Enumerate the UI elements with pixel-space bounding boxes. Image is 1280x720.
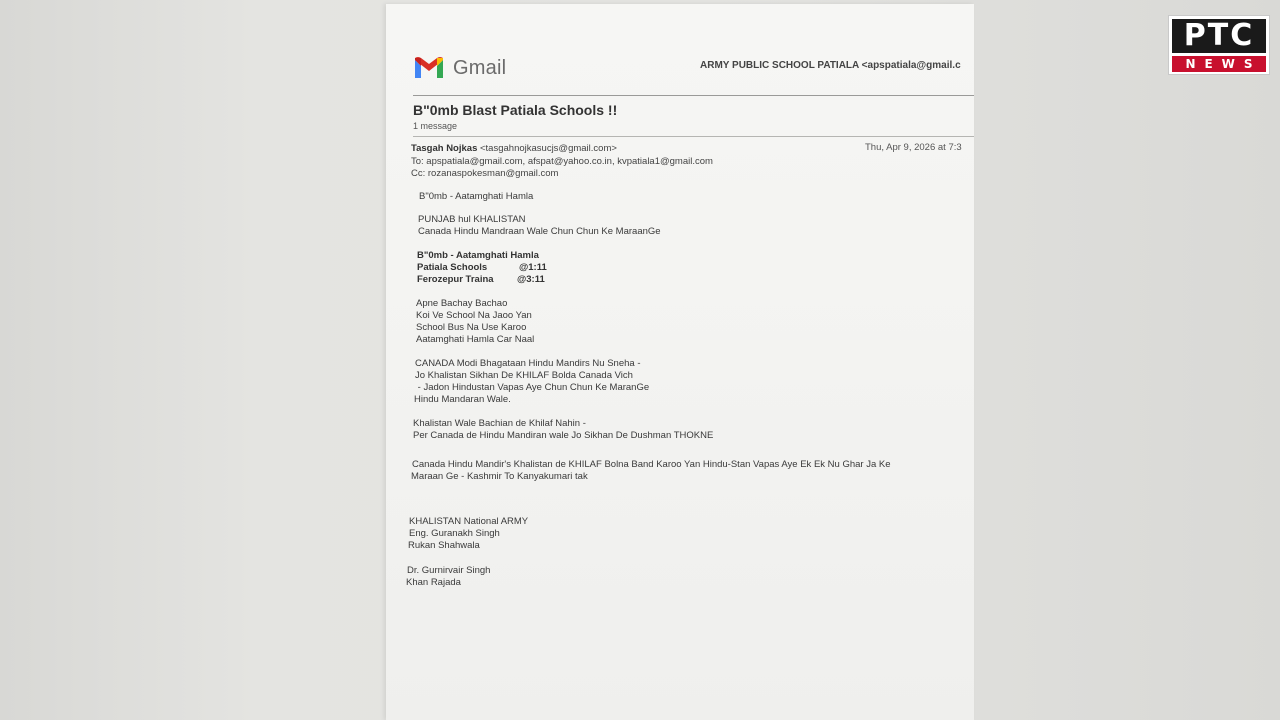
body-line: Koi Ve School Na Jaoo Yan (416, 310, 532, 321)
signature-line: Eng. Guranakh Singh (409, 528, 500, 539)
body-line: - Jadon Hindustan Vapas Aye Chun Chun Ke MaranGe (415, 382, 650, 393)
sender-name: Tasgah Nojkas (411, 143, 478, 154)
body-line: PUNJAB hul KHALISTAN (418, 214, 526, 225)
body-line: Jo Khalistan Sikhan De KHILAF Bolda Canada Vich (415, 370, 633, 381)
email-header (411, 143, 713, 181)
body-line: Canada Hindu Mandraan Wale Chun Chun Ke MaraanGe (418, 226, 661, 237)
body-time: @1:11 (519, 262, 547, 273)
subject-divider (413, 136, 974, 137)
email-subject: B"0mb Blast Patiala Schools !! (413, 102, 618, 118)
news-logo-text: NEWS (1172, 56, 1266, 72)
body-line: Hindu Mandaran Wale. (414, 394, 511, 405)
body-line-bold: Patiala Schools (417, 262, 488, 273)
body-line-bold: Ferozepur Traina (417, 274, 494, 285)
header-divider (413, 95, 974, 96)
signature-line: Khan Rajada (406, 577, 461, 588)
body-line: CANADA Modi Bhagataan Hindu Mandirs Nu Sneha - (415, 358, 641, 369)
ptc-logo-text: PTC (1172, 19, 1266, 53)
email-date: Thu, Apr 9, 2026 at 7:3 (865, 142, 962, 153)
body-time: @3:11 (517, 274, 545, 285)
body-line: Apne Bachay Bachao (416, 298, 508, 309)
body-line: School Bus Na Use Karoo (416, 322, 527, 333)
body-line-bold: B"0mb - Aatamghati Hamla (417, 250, 539, 261)
body-line: Khalistan Wale Bachian de Khilaf Nahin - (413, 418, 586, 429)
body-line: Aatamghati Hamla Car Naal (416, 334, 535, 345)
signature-line: Rukan Shahwala (408, 540, 480, 551)
body-line: B"0mb - Aatamghati Hamla (419, 191, 534, 202)
body-line: Canada Hindu Mandir's Khalistan de KHILAF Bolna Band Karoo Yan Hindu-Stan Vapas Aye Ek Ek Nu Ghar Ja Ke (412, 459, 891, 470)
account-name: ARMY PUBLIC SCHOOL PATIALA <apspatiala@gmail.c (700, 60, 961, 71)
ptc-news-logo (1168, 15, 1270, 75)
body-line: Maraan Ge - Kashmir To Kanyakumari tak (411, 471, 588, 482)
message-count: 1 message (413, 121, 458, 131)
body-line: Per Canada de Hindu Mandiran wale Jo Sikhan De Dushman THOKNE (413, 430, 714, 441)
printed-email-page (386, 4, 974, 720)
signature-line: KHALISTAN National ARMY (409, 516, 529, 527)
signature-line: Dr. Gurnirvair Singh (407, 565, 491, 576)
gmail-logo (413, 56, 506, 80)
sender-line (411, 143, 713, 156)
recipients-cc: Cc: rozanaspokesman@gmail.com (411, 168, 559, 179)
gmail-envelope-icon (413, 56, 445, 80)
recipients-to: To: apspatiala@gmail.com, afspat@yahoo.co.in, kvpatiala1@gmail.com (411, 155, 713, 167)
sender-email: <tasgahnojkasucjs@gmail.com> (480, 143, 617, 154)
gmail-wordmark: Gmail (453, 56, 507, 79)
